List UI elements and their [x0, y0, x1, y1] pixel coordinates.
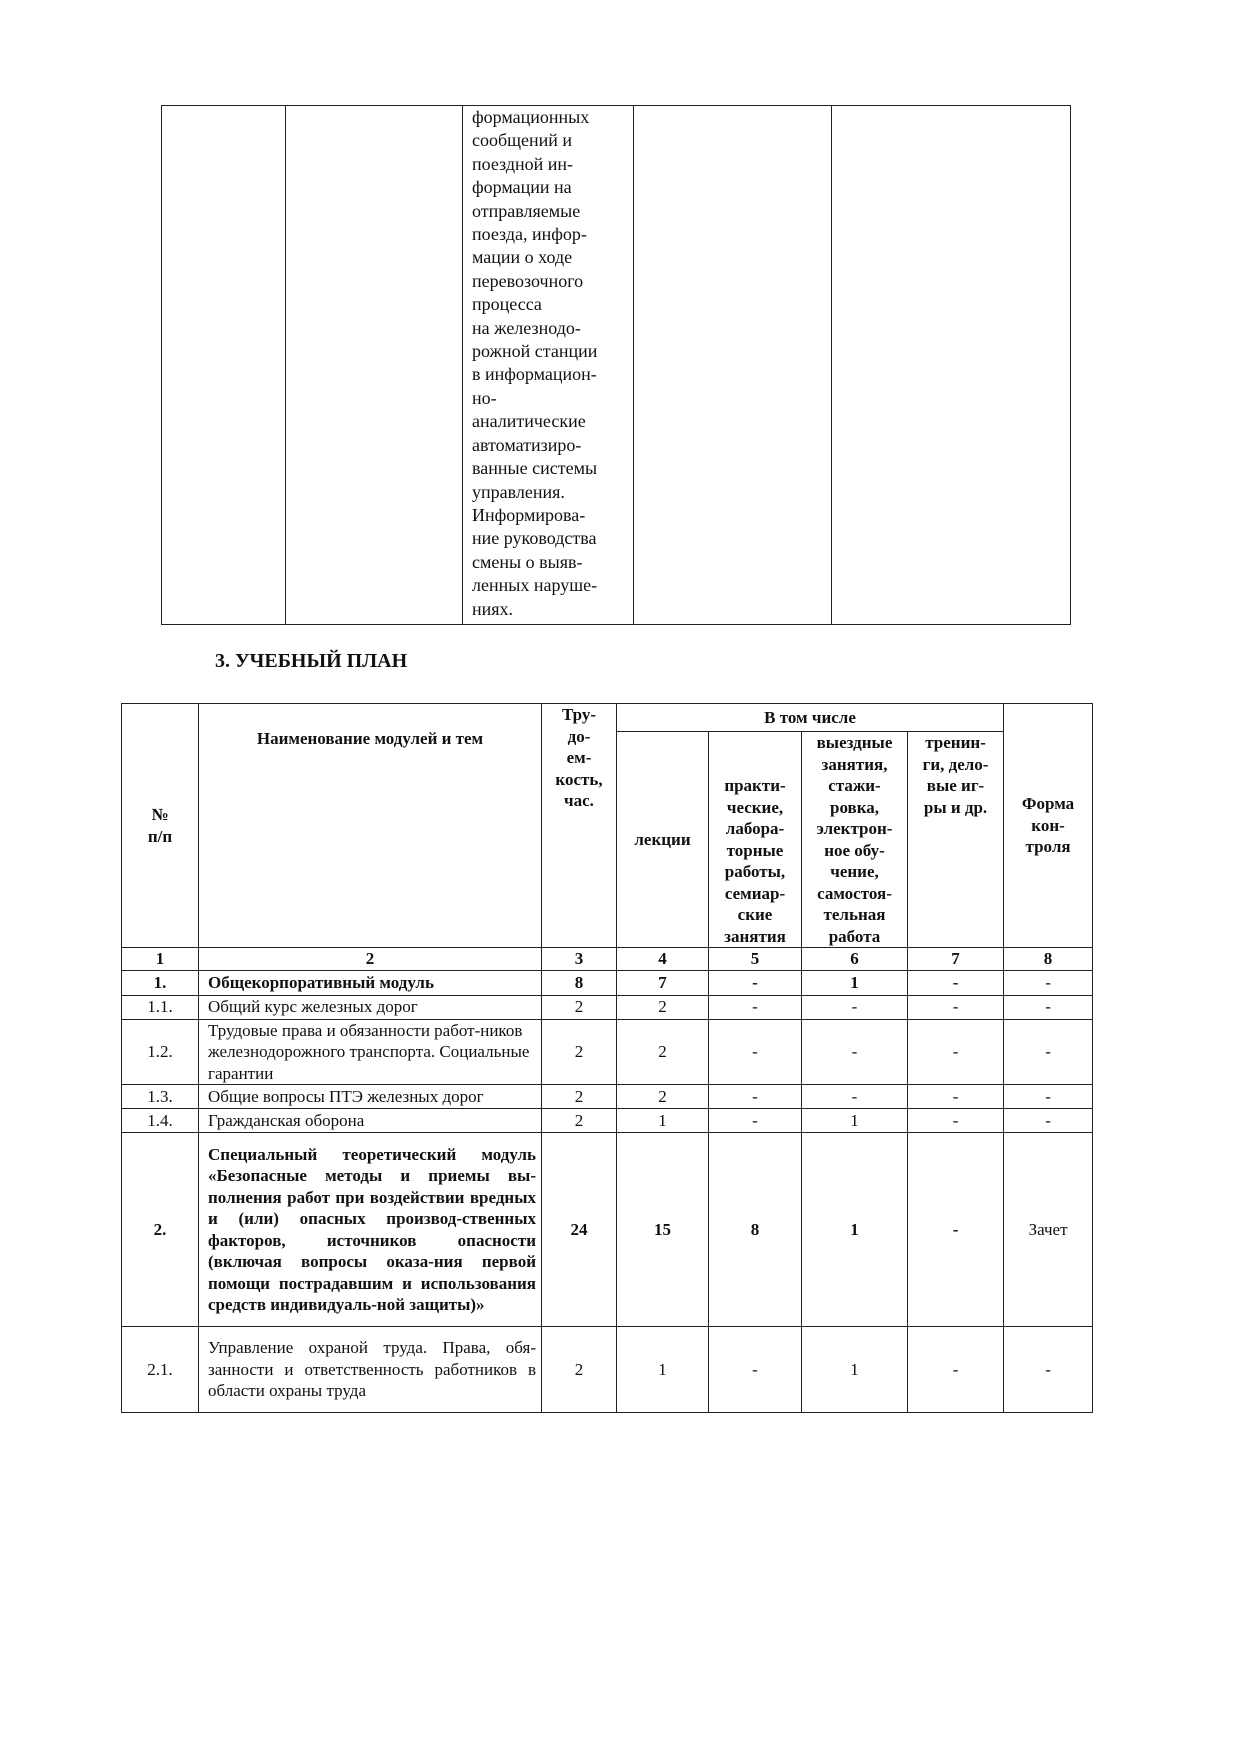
cell-control: - [1004, 1327, 1093, 1413]
cell-empty [162, 106, 286, 625]
cell-name: Общие вопросы ПТЭ железных дорог [199, 1085, 542, 1109]
cell-lectures: 7 [617, 970, 709, 995]
column-number: 4 [617, 948, 709, 971]
cell-field: - [802, 995, 908, 1019]
cell-field: - [802, 1085, 908, 1109]
cell-trainings: - [908, 995, 1004, 1019]
cell-name: Специальный теоретический модуль «Безопасные методы и приемы вы-полнения работ при воздействии вредных и (или) опасных производ-ственных факторов, источников опасности (включая вопросы оказа-ния первой помощи пострадавшим и использования средств индивидуаль-ной защиты)» [199, 1133, 542, 1327]
table-row [122, 970, 1093, 995]
cell-empty [832, 106, 1071, 625]
column-number: 7 [908, 948, 1004, 971]
cell-name: Управление охраной труда. Права, обя-занности и ответственность работников в области охраны труда [199, 1327, 542, 1413]
cell-labor: 24 [542, 1133, 617, 1327]
table-row [162, 106, 1071, 625]
cell-practical: - [709, 1085, 802, 1109]
cell-practical: - [709, 995, 802, 1019]
header-field: выездные занятия, стажи- ровка, электрон- ное обу- чение, самостоя- тельная работа [802, 732, 908, 948]
table-row [122, 1085, 1093, 1109]
column-number: 5 [709, 948, 802, 971]
cell-trainings: - [908, 1327, 1004, 1413]
table-row [122, 1109, 1093, 1133]
section-title: 3. УЧЕБНЫЙ ПЛАН [215, 650, 408, 672]
cell-lectures: 2 [617, 995, 709, 1019]
table-row [122, 1133, 1093, 1327]
header-lectures: лекции [617, 732, 709, 948]
header-row [122, 704, 1093, 732]
column-number: 2 [199, 948, 542, 971]
cell-name: Общекорпоративный модуль [199, 970, 542, 995]
column-number: 6 [802, 948, 908, 971]
header-labor: Тру- до- ем- кость, час. [542, 704, 617, 948]
cell-trainings: - [908, 970, 1004, 995]
cell-field: 1 [802, 1327, 908, 1413]
cell-field: 1 [802, 1109, 908, 1133]
cell-num: 1. [122, 970, 199, 995]
cell-empty [286, 106, 463, 625]
cell-empty [634, 106, 832, 625]
cell-labor: 2 [542, 995, 617, 1019]
cell-name: Трудовые права и обязанности работ-ников железнодорожного транспорта. Социальные гарантии [199, 1019, 542, 1085]
cell-field: 1 [802, 970, 908, 995]
header-num: № п/п [122, 704, 199, 948]
header-practical: практи- ческие, лабора- торные работы, семиар- ские занятия [709, 732, 802, 948]
cell-control: - [1004, 995, 1093, 1019]
cell-trainings: - [908, 1085, 1004, 1109]
cell-practical: - [709, 970, 802, 995]
cell-control: Зачет [1004, 1133, 1093, 1327]
cell-num: 1.1. [122, 995, 199, 1019]
cell-trainings: - [908, 1133, 1004, 1327]
plan-body [122, 970, 1093, 1413]
header-name: Наименование модулей и тем [199, 704, 542, 948]
cell-lectures: 1 [617, 1327, 709, 1413]
cell-trainings: - [908, 1109, 1004, 1133]
cell-control: - [1004, 1109, 1093, 1133]
cell-name: Общий курс железных дорог [199, 995, 542, 1019]
table-row [122, 1327, 1093, 1413]
header-control: Форма кон- троля [1004, 704, 1093, 948]
cell-labor: 2 [542, 1019, 617, 1085]
table-row [122, 995, 1093, 1019]
cell-lectures: 1 [617, 1109, 709, 1133]
cell-practical: - [709, 1019, 802, 1085]
cell-field: - [802, 1019, 908, 1085]
cell-labor: 2 [542, 1327, 617, 1413]
cell-field: 1 [802, 1133, 908, 1327]
cell-practical: - [709, 1109, 802, 1133]
continuation-table [161, 105, 1071, 625]
column-number: 1 [122, 948, 199, 971]
cell-trainings: - [908, 1019, 1004, 1085]
cell-num: 2.1. [122, 1327, 199, 1413]
cell-lectures: 2 [617, 1085, 709, 1109]
header-trainings: тренин- ги, дело- вые иг- ры и др. [908, 732, 1004, 948]
cell-num: 2. [122, 1133, 199, 1327]
cell-continuation-text: формационных сообщений и поездной ин- формации на отправляемые поезда, инфор- мации о ходе перевозочного процесса на железнодо- рожной станции в информацион- но- аналитические автоматизиро- ванные системы управления. Информирова- ние руководства смены о выяв- ленных наруше- ниях. [463, 106, 634, 625]
column-number: 3 [542, 948, 617, 971]
cell-labor: 2 [542, 1109, 617, 1133]
cell-lectures: 15 [617, 1133, 709, 1327]
cell-labor: 2 [542, 1085, 617, 1109]
cell-name: Гражданская оборона [199, 1109, 542, 1133]
cell-practical: - [709, 1327, 802, 1413]
cell-lectures: 2 [617, 1019, 709, 1085]
cell-num: 1.2. [122, 1019, 199, 1085]
cell-num: 1.3. [122, 1085, 199, 1109]
table-row [122, 1019, 1093, 1085]
column-number: 8 [1004, 948, 1093, 971]
cell-labor: 8 [542, 970, 617, 995]
cell-practical: 8 [709, 1133, 802, 1327]
cell-control: - [1004, 1019, 1093, 1085]
header-including: В том числе [617, 704, 1004, 732]
cell-control: - [1004, 970, 1093, 995]
column-number-row [122, 948, 1093, 971]
cell-num: 1.4. [122, 1109, 199, 1133]
curriculum-table [121, 703, 1093, 1413]
cell-control: - [1004, 1085, 1093, 1109]
